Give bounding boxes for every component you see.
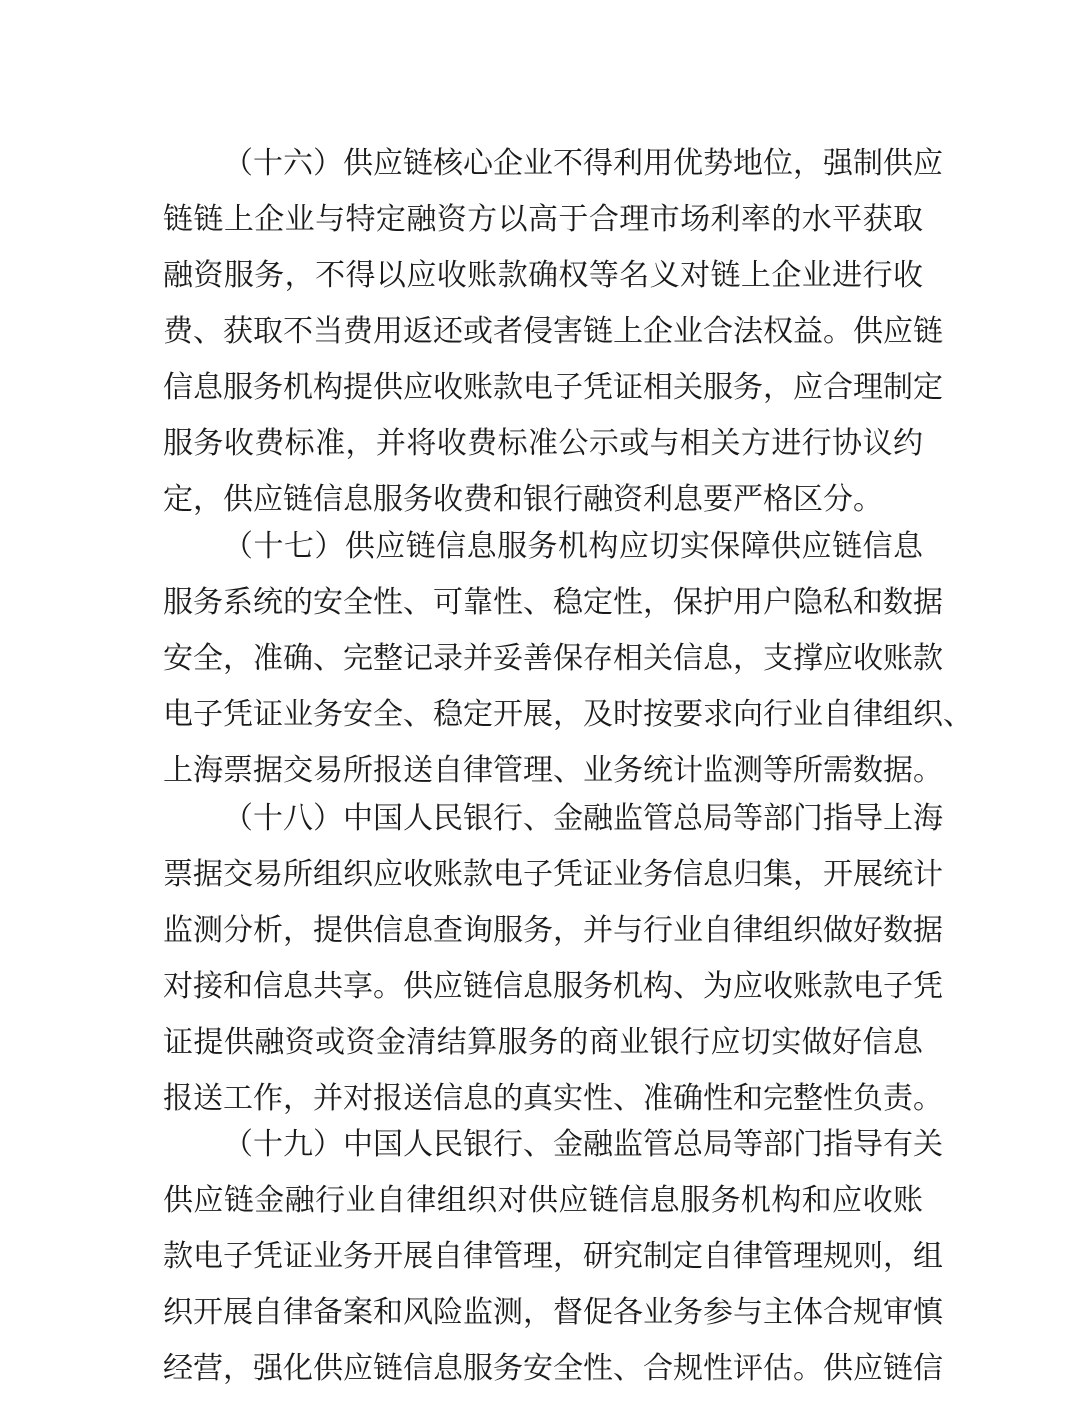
text-line: 供应链金融行业自律组织对供应链信息服务机构和应收账	[163, 1183, 923, 1218]
text-line: （十九）中国人民银行、金融监管总局等部门指导有关	[223, 1127, 943, 1162]
text-line: 服务系统的安全性、可靠性、稳定性，保护用户隐私和数据	[163, 585, 943, 620]
text-line: 款电子凭证业务开展自律管理，研究制定自律管理规则，组	[163, 1239, 943, 1274]
text-line: （十六）供应链核心企业不得利用优势地位，强制供应	[223, 146, 943, 181]
text-line: 融资服务，不得以应收账款确权等名义对链上企业进行收	[163, 258, 923, 293]
text-line: 经营，强化供应链信息服务安全性、合规性评估。供应链信	[163, 1351, 943, 1386]
paragraph-17	[163, 519, 973, 799]
text-line: 对接和信息共享。供应链信息服务机构、为应收账款电子凭	[163, 969, 943, 1004]
text-line: （十八）中国人民银行、金融监管总局等部门指导上海	[223, 801, 943, 836]
text-line: 信息服务机构提供应收账款电子凭证相关服务，应合理制定	[163, 370, 943, 405]
text-line: 费、获取不当费用返还或者侵害链上企业合法权益。供应链	[163, 314, 943, 349]
paragraph-16	[163, 136, 943, 528]
text-line: 报送工作，并对报送信息的真实性、准确性和完整性负责。	[163, 1081, 943, 1116]
text-line: 票据交易所组织应收账款电子凭证业务信息归集，开展统计	[163, 857, 943, 892]
text-line: 安全，准确、完整记录并妥善保存相关信息，支撑应收账款	[163, 641, 943, 676]
paragraph-19	[163, 1117, 943, 1397]
text-line: 证提供融资或资金清结算服务的商业银行应切实做好信息	[163, 1025, 923, 1060]
text-line: 织开展自律备案和风险监测，督促各业务参与主体合规审慎	[163, 1295, 943, 1330]
text-line: 链链上企业与特定融资方以高于合理市场利率的水平获取	[163, 202, 923, 237]
text-line: 定，供应链信息服务收费和银行融资利息要严格区分。	[163, 482, 883, 517]
text-line: 电子凭证业务安全、稳定开展，及时按要求向行业自律组织、	[163, 697, 973, 732]
text-line: 服务收费标准，并将收费标准公示或与相关方进行协议约	[163, 426, 923, 461]
text-line: 监测分析，提供信息查询服务，并与行业自律组织做好数据	[163, 913, 943, 948]
text-line: （十七）供应链信息服务机构应切实保障供应链信息	[223, 529, 923, 564]
text-line: 上海票据交易所报送自律管理、业务统计监测等所需数据。	[163, 753, 943, 788]
paragraph-18	[163, 791, 943, 1127]
